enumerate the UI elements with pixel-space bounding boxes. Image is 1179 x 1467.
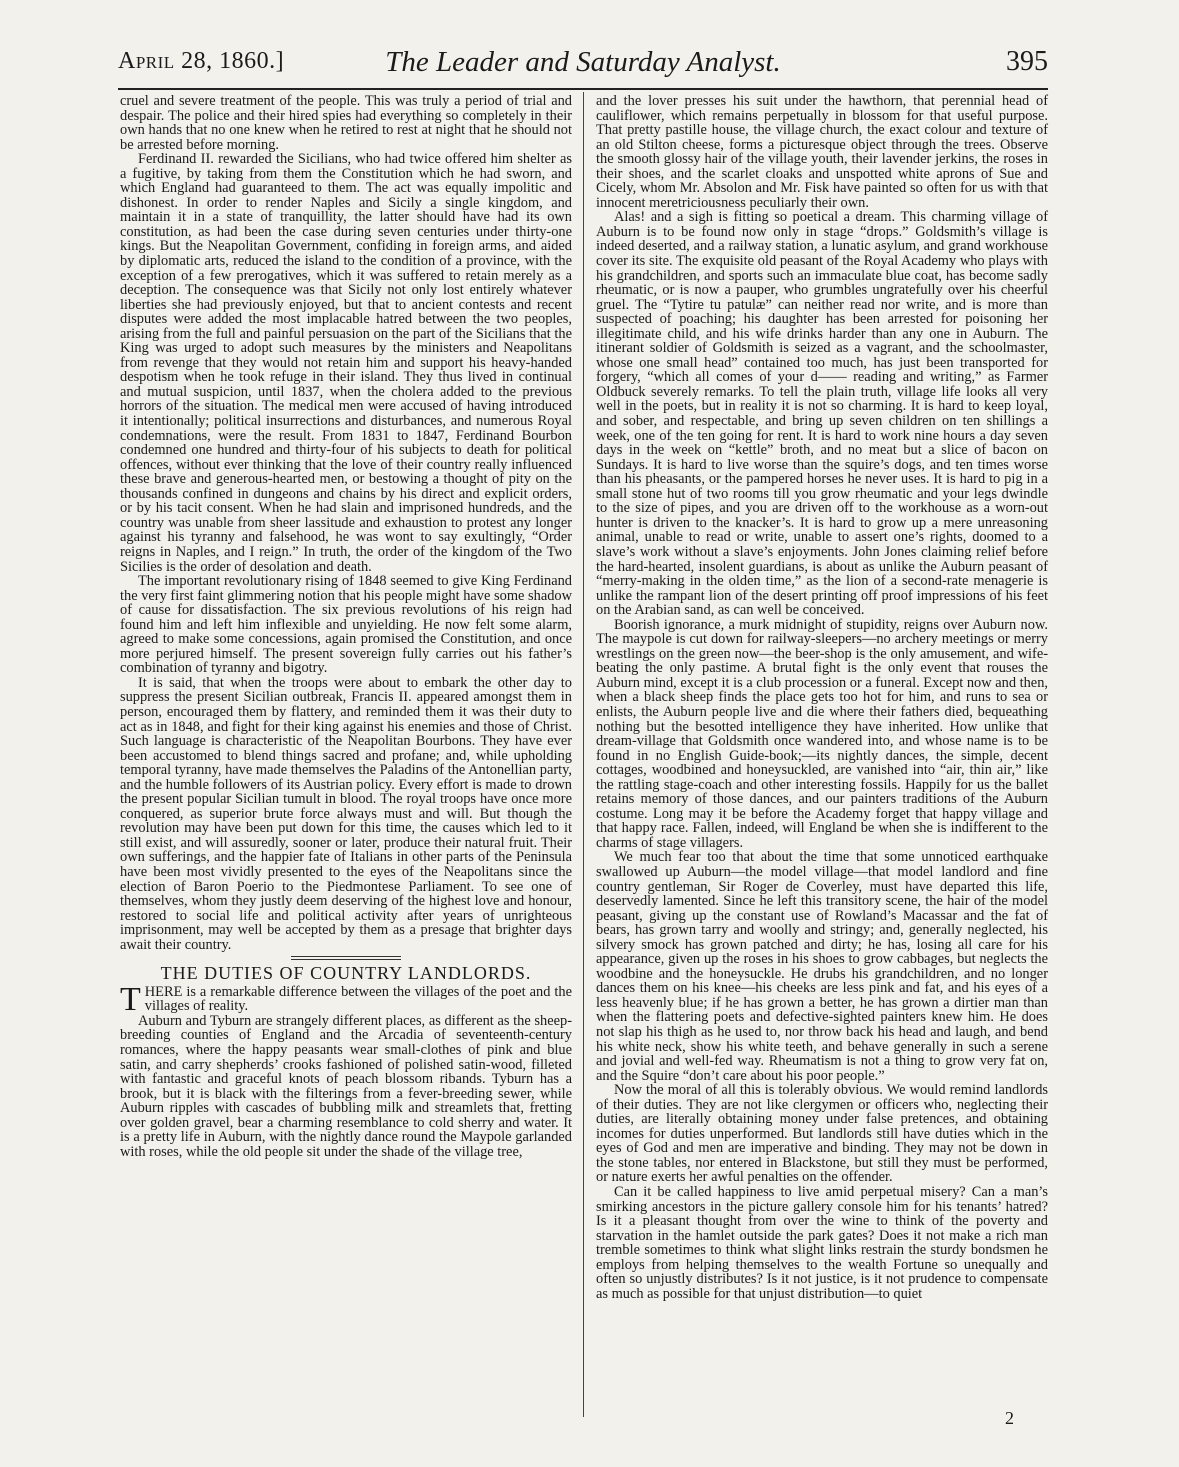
article-paragraph: Now the moral of all this is tolerably obvious. We would remind landlords of their duties. They are not like clergymen or officers who, neglecting their duties, are literally obtaining money under false pretences, and obtaining incomes for duties unperformed. But landlords still have duties which in the eyes of God and men are imperative and binding. They may not be down in the stone tables, nor entered in Blackstone, but still they must be performed, or nature exerts her awful penalties on the offender.	[596, 1082, 1048, 1186]
signature-mark: 2	[1005, 1408, 1014, 1428]
header-rule	[118, 88, 1048, 90]
article-paragraph: The important revolutionary rising of 1848 seemed to give King Ferdinand the very first faint glimmering notion that his people might have some shadow of cause for dissatisfaction. The six previous revolutions of his reign had found him and left him inflexible and unyielding. He now felt some alarm, agreed to make some concessions, again promised the Constitution, and once more perjured himself. The present sovereign fully carries out his father’s combination of tyranny and bigotry.	[120, 573, 572, 677]
column-divider	[583, 92, 584, 1417]
section-opening-text: HERE is a remarkable difference between the villages of the poet and the villages of reality.	[144, 983, 572, 1015]
article-paragraph: Alas! and a sigh is fitting so poetical a dream. This charming village of Auburn is to be found now only in stage “drops.” Goldsmith’s village is indeed deserted, and a railway station, a lunatic asylum, and grand workhouse cover its site. The exquisite old peasant of the Royal Academy who plays with his grandchildren, and sports such an immaculate blue coat, has become sadly rheumatic, or is now a pauper, who grumbles ungratefully over his cheerful gruel. The “Tytire tu patulæ” can neither read nor write, and is more than suspected of poaching; his daughter has been arrested for poisoning her illegitimate child, and his wife drinks harder than any one in Auburn. The itinerant soldier of Goldsmith is seized as a vagrant, and the schoolmaster, whose one small head” contained too much, has just been transported for forgery, “which all comes of your d—— reading and writing,” as Farmer Oldbuck severely remarks. To tell the plain truth, village life looks all very well in the poets, but in reality it is not so charming. It is hard to keep loyal, and sober, and respectable, and bring up seven children on ten shillings a week, one of the ten going for rent. It is hard to work nine hours a day seven days in the week on “kettle” broth, and no meat but a slice of bacon on Sundays. It is hard to live worse than the squire’s dogs, and ten times worse than his pheasants, or the pampered horses he never uses. It is hard to pig in a small stone hut of two rooms till you grow rheumatic and your legs dwindle to the size of pipes, and you are driven off to the workhouse as a worn-out hunter is driven to the knacker’s. It is hard to grow up a mere unreasoning animal, unable to read or write, unable to assert one’s rights, doomed to a slave’s work without a slave’s enjoyments. John Jones claiming relief before the hard-hearted, insolent guardians, is about as unlike the Auburn peasant of “merry-making in the olden time,” as the lion of a second-rate menagerie is unlike the rampant lion of the desert printing off proof impressions of his feet on the Arabian sand, as can well be conceived.	[596, 209, 1048, 619]
section-title: THE DUTIES OF COUNTRY LANDLORDS.	[160, 963, 532, 984]
issue-date: April 28, 1860.]	[118, 48, 285, 74]
section-paragraph: Auburn and Tyburn are strangely different places, as different as the sheep-breeding counties of England and the Arcadia of seventeenth-century romances, where the happy peasants wear small-clothes of pink and blue satin, and carry shepherds’ crooks fashioned of polished satin-wood, filleted with fantastic and graceful knots of peach blossom ribands. Tyburn has a brook, but it is black with the filterings from a fever-breeding sewer, while Auburn ripples with cascades of bubbling milk and streamlets that, fretting over golden gravel, bear a charming resemblance to cold sherry and water. It is a pretty life in Auburn, with the nightly dance round the Maypole garlanded with roses, while the old people sit under the shade of the village tree,	[120, 1012, 572, 1160]
section-rule	[291, 956, 401, 957]
article-paragraph: Boorish ignorance, a murk midnight of stupidity, reigns over Auburn now. The maypole is cut down for railway-sleepers—no archery meetings or merry wrestlings on the green now—the beer-shop is the only amusement, and wife-beating the only pastime. A brutal fight is the only event that rouses the Auburn mind, except it is a club procession or a funeral. Except now and then, when a black sheep finds the place gets too hot for him, and runs to sea or enlists, the Auburn people live and die where their fathers died, bequeathing nothing but the besotted intelligence they have inherited. How unlike that dream-village that Goldsmith once wandered into, and whose name is to be found in no English Guide-book;—its nightly dances, the simple, decent cottages, woodbined and honeysuckled, are vanished into “air, thin air,” like the rattling stage-coach and other interesting fossils. Happily for us the ballet retains memory of those dances, and our painters traditions of the Auburn costume. Long may it be before the Academy forget that happy village and that happy race. Fallen, indeed, will England be when she is indifferent to the charms of stage villagers.	[596, 616, 1048, 851]
section-opening-paragraph	[120, 980, 572, 1018]
right-column	[596, 94, 1048, 1301]
article-paragraph: We much fear too that about the time that some unnoticed earthquake swallowed up Auburn—the model village—that model landlord and fine country gentleman, Sir Roger de Coverley, must have departed this life, deservedly lamented. Since he left this transitory scene, the hair of the model peasant, giving up the constant use of Rowland’s Macassar and the fat of bears, has grown tarry and woolly and stringy; and, generally neglected, his silvery smock has grown patched and dirty; he has, losing all care for his appearance, given up the roses in his shoes to grow cabbages, but neglects the woodbine and the honeysuckle. He drubs his grandchildren, and no longer dances them on his knee—his cheeks are less pink and fat, and his eyes of a less heavenly blue; if he has grown a better, he has grown a dirtier man than when the flattering poets and defective-sighted painters knew him. He does not slap his thigh as he used to, nor throw back his head and laugh, and bend his white neck, show his white teeth, and behave generally in such a serene and jovial and well-fed way. Rheumatism is not a thing to grow very fat on, and the Squire “don’t care about his poor people.”	[596, 849, 1048, 1084]
article-paragraph: It is said, that when the troops were about to embark the other day to suppress the present Sicilian outbreak, Francis II. appeared amongst them in person, encouraged them by flattery, and reminded them it was their duty to act as in 1848, and fight for their king against his enemies and those of Christ. Such language is characteristic of the Neapolitan Bourbons. They have ever been accustomed to blend things sacred and profane; and, while upholding temporal tyranny, have made themselves the Paladins of the Antonellian party, and the humble followers of its Austrian policy. Every effort is made to drown the present popular Sicilian tumult in blood. The royal troops have once more conquered, as superior brute force always must and will. But though the revolution may have been put down for this time, the causes which led to it still exist, and will assuredly, sooner or later, produce their natural fruit. Their own sufferings, and the happier fate of Italians in other parts of the Peninsula have been most vividly presented to the eyes of the Neapolitans since the election of Baron Poerio to the Piedmontese Parliament. To see one of themselves, whom they justly deem deserving of the highest love and honour, restored to social life and political activity after years of unrighteous imprisonment, may well be accepted by them as a presage that brighter days await their country.	[120, 674, 572, 953]
article-paragraph: Can it be called happiness to live amid perpetual misery? Can a man’s smirking ancestors in the picture gallery console him for his tenants’ hatred? Is it a pleasant thought from over the wine to think of the poverty and starvation in the hamlet outside the park gates? Does it not make a rich man tremble sometimes to think what slight links restrain the sturdy bondsmen he employs from helping themselves to the wealth Fortune so unequally and often so unjustly distributes? Is it not justice, is it not prudence to compensate as much as possible for that unjust distribution—to quiet	[596, 1184, 1048, 1302]
publication-title: The Leader and Saturday Analyst.	[385, 46, 781, 78]
article-paragraph: Ferdinand II. rewarded the Sicilians, who had twice offered him shelter as a fugitive, by taking from them the Constitution which he had sworn, and which England had guaranteed to them. The act was equally impolitic and dishonest. In order to render Naples and Sicily a single kingdom, and maintain it in a state of tranquillity, the latter should have had its own constitution, as had been the case during seven centuries under thirty-one kings. But the Neapolitan Government, confiding in foreign arms, and aided by diplomatic arts, reduced the island to the condition of a province, with the exception of a few prerogatives, which it was suffered to retain merely as a deception. The consequence was that Sicily not only lost entirely whatever liberties she had previously enjoyed, but that to ancient contests and recent disputes were added the most implacable hatred between the two peoples, arising from the full and painful persuasion on the part of the Sicilians that the King was urged to adopt such measures by the ministers and Neapolitans from revenge that they would not retain him and support his heavy-handed despotism when he took refuge in their island. They thus lived in continual and mutual suspicion, until 1837, when the cholera added to the previous horrors of the situation. The medical men were accused of having introduced it intentionally; political insurrections and disturbances, and numerous Royal condemnations, were the result. From 1831 to 1847, Ferdinand Bourbon condemned one hundred and thirty-four of his subjects to death for political offences, without ever thinking that the love of their country really influenced these brave and generous-hearted men, or bestowing a thought of pity on the thousands confined in dungeons and chains by his direct and explicit orders, or by his tacit consent. When he had slain and imprisoned hundreds, and the country was unable from sheer lassitude and exhaustion to protest any longer against his tyranny and falsehood, he was wont to say exultingly, “Order reigns in Naples, and I reign.” In truth, the order of the kingdom of the Two Sicilies is the order of desolation and death.	[120, 151, 572, 575]
left-column	[120, 94, 572, 1159]
masthead	[118, 46, 1048, 86]
section-rule	[291, 959, 401, 960]
article-paragraph: cruel and severe treatment of the people. This was truly a period of trial and despair. The police and their hired spies had everything so completely in their own hands that no one knew when he retired to rest at night that he should not be arrested before morning.	[120, 93, 572, 153]
article-paragraph: and the lover presses his suit under the hawthorn, that perennial head of cauliflower, which remains perpetually in blossom for that useful purpose. That pretty pastille house, the village church, the exact colour and texture of an old Stilton cheese, forms a picturesque object through the trees. Observe the smooth glossy hair of the village youth, their lavender jerkins, the roses in their shoes, and the scarlet cloaks and unspotted white aprons of Sue and Cicely, whom Mr. Absolon and Mr. Fisk have painted so often for us with that innocent meretriciousness peculiarly their own.	[596, 93, 1048, 211]
drop-cap: T	[120, 980, 141, 1018]
page-number: 395	[1006, 46, 1048, 77]
